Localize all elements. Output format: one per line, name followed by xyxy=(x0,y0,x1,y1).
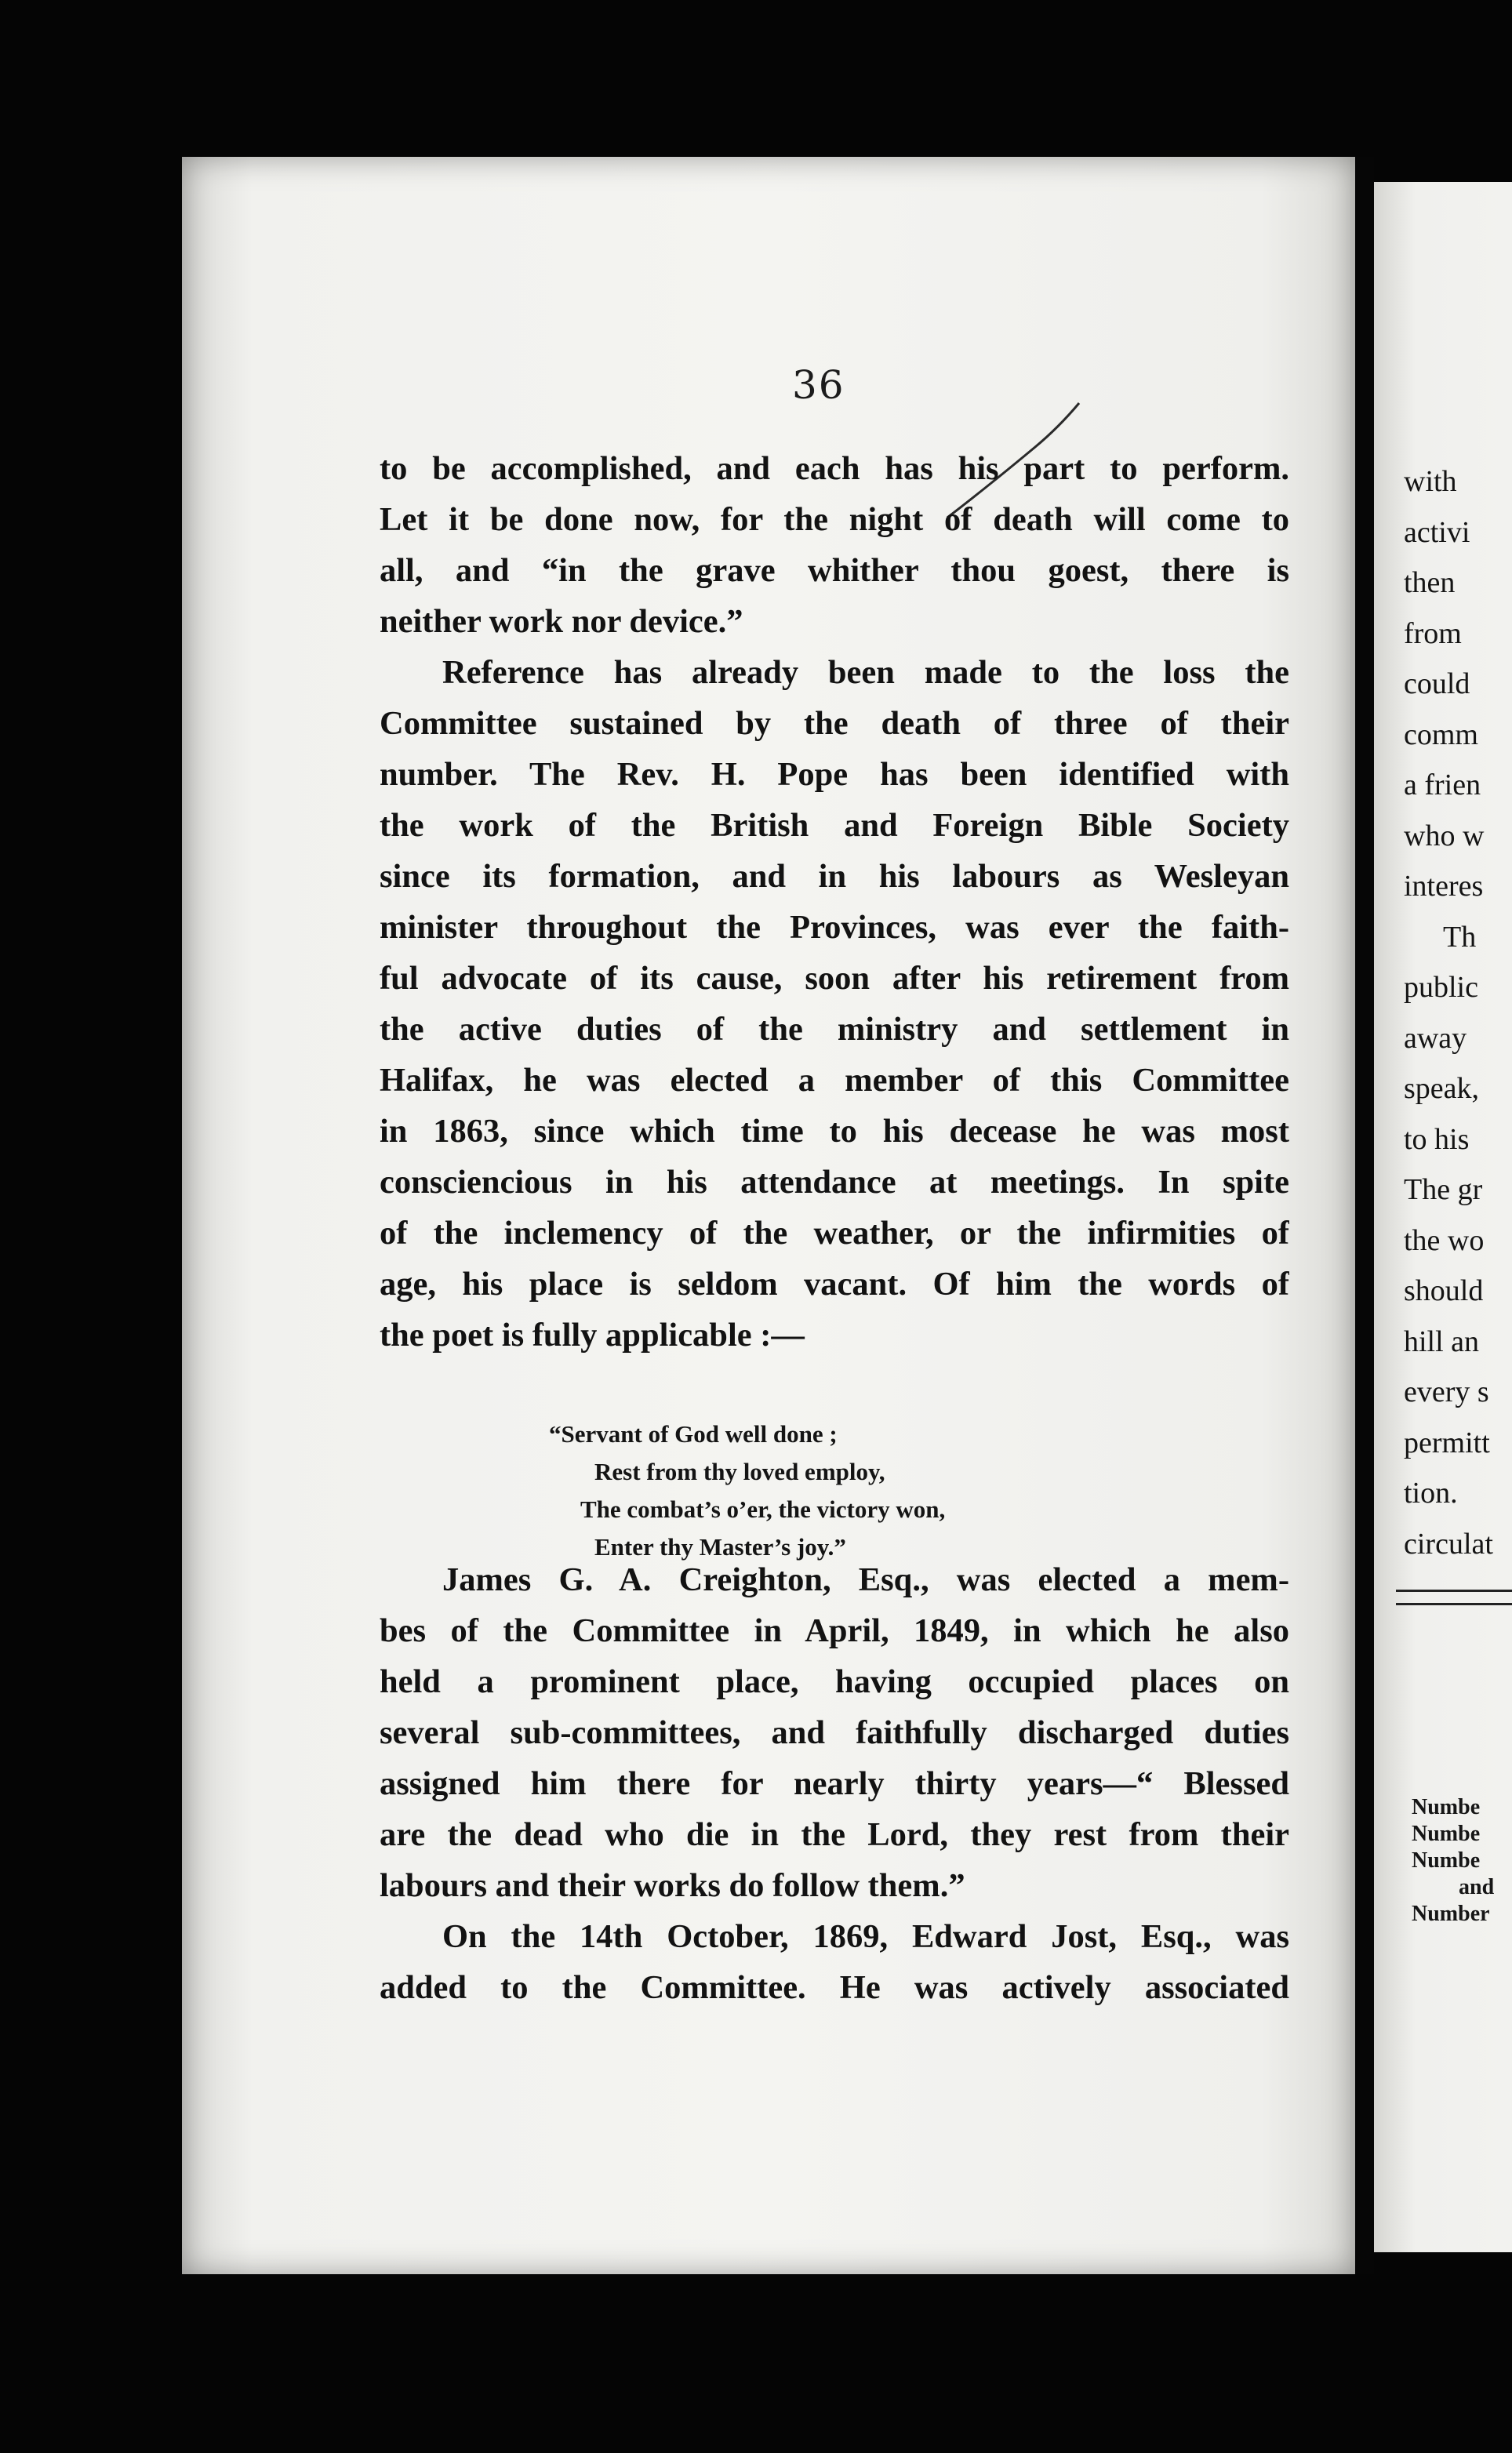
text-line: ful advocate of its cause, soon after his retirement from xyxy=(380,960,1289,997)
right-page-line: hill an xyxy=(1404,1325,1480,1358)
text-line: number. The Rev. H. Pope has been identified with xyxy=(380,756,1289,793)
text-line: the poet is fully applicable :— xyxy=(380,1317,805,1354)
verse-quotation xyxy=(549,1415,945,1566)
text-line: since its formation, and in his labours as Wesleyan xyxy=(380,858,1289,895)
text-line: held a prominent place, having occupied places on xyxy=(380,1663,1289,1700)
right-page-line: could xyxy=(1404,667,1470,700)
text-line: James G. A. Creighton, Esq., was elected a mem- xyxy=(442,1561,1289,1598)
text-line: Halifax, he was elected a member of this Committee xyxy=(380,1062,1289,1099)
text-line: to be accomplished, and each has his part to perform. xyxy=(380,450,1289,487)
right-page-line: circulat xyxy=(1404,1527,1493,1561)
text-line: added to the Committee. He was actively associated xyxy=(380,1969,1289,2006)
right-page-table xyxy=(1412,1794,1494,1928)
right-page-line: a frien xyxy=(1404,769,1481,801)
text-line: in 1863, since which time to his decease he was most xyxy=(380,1113,1289,1150)
text-line: On the 14th October, 1869, Edward Jost, Esq., was xyxy=(442,1918,1289,1955)
main-text-block xyxy=(380,443,1289,1361)
text-line: consciencious in his attendance at meetings. In spite xyxy=(380,1164,1289,1201)
text-line: the active duties of the ministry and settlement in xyxy=(380,1011,1289,1048)
right-page-line: away xyxy=(1404,1021,1467,1055)
text-line: bes of the Committee in April, 1849, in which he also xyxy=(380,1612,1289,1649)
text-line: neither work nor device.” xyxy=(380,603,743,640)
text-line: age, his place is seldom vacant. Of him the words of xyxy=(380,1266,1289,1303)
right-page-line: the wo xyxy=(1404,1223,1485,1257)
text-line: Let it be done now, for the night of death will come to xyxy=(380,501,1289,538)
text-line: Reference has already been made to the loss the xyxy=(442,654,1289,691)
right-page-line: speak, xyxy=(1404,1072,1480,1105)
text-line: minister throughout the Provinces, was ever the faith- xyxy=(380,909,1289,946)
right-page-text xyxy=(1404,456,1493,1569)
right-page-line: public xyxy=(1404,971,1478,1004)
right-page-line: every s xyxy=(1404,1375,1489,1408)
verse-line: The combat’s o’er, the victory won, xyxy=(580,1495,946,1523)
table-row-label: Numbe xyxy=(1412,1848,1481,1873)
right-page-line: tion. xyxy=(1404,1477,1458,1510)
right-page-line: Th xyxy=(1443,920,1477,954)
table-row-label: Numbe xyxy=(1412,1795,1481,1819)
right-page-line: permitt xyxy=(1404,1426,1490,1459)
right-page-line: comm xyxy=(1404,718,1478,751)
right-page-line: from xyxy=(1404,616,1462,650)
text-line: all, and “in the grave whither thou goest, there is xyxy=(380,552,1289,589)
page-gutter xyxy=(1355,157,1374,2274)
verse-line: “Servant of God well done ; xyxy=(549,1420,838,1448)
right-page-line: then xyxy=(1404,566,1456,599)
text-line: labours and their works do follow them.” xyxy=(380,1867,965,1904)
right-page-line: interes xyxy=(1404,870,1484,903)
right-page-line: who w xyxy=(1404,819,1485,852)
verse-line: Rest from thy loved employ, xyxy=(594,1458,885,1485)
table-row-label: and xyxy=(1459,1875,1495,1899)
text-line: several sub-committees, and faithfully discharged duties xyxy=(380,1714,1289,1751)
right-page-line: to his xyxy=(1404,1122,1470,1156)
right-page-line: The gr xyxy=(1404,1173,1483,1206)
text-line: of the inclemency of the weather, or the infirmities of xyxy=(380,1215,1289,1252)
text-line: assigned him there for nearly thirty years—“ Blessed xyxy=(380,1765,1289,1802)
main-text-block-continued xyxy=(380,1554,1289,2013)
right-page-line: should xyxy=(1404,1274,1484,1307)
table-row-label: Number xyxy=(1412,1902,1490,1926)
right-page-line: with xyxy=(1404,465,1457,498)
text-line: the work of the British and Foreign Bible Society xyxy=(380,807,1289,844)
text-line: Committee sustained by the death of three of their xyxy=(380,705,1289,742)
right-page-double-rule xyxy=(1396,1590,1512,1605)
page-number: 36 xyxy=(792,362,845,408)
table-row-label: Numbe xyxy=(1412,1822,1481,1846)
text-line: are the dead who die in the Lord, they rest from their xyxy=(380,1816,1289,1853)
right-page-line: activi xyxy=(1404,515,1470,549)
verse-line: Enter thy Master’s joy.” xyxy=(594,1533,846,1561)
